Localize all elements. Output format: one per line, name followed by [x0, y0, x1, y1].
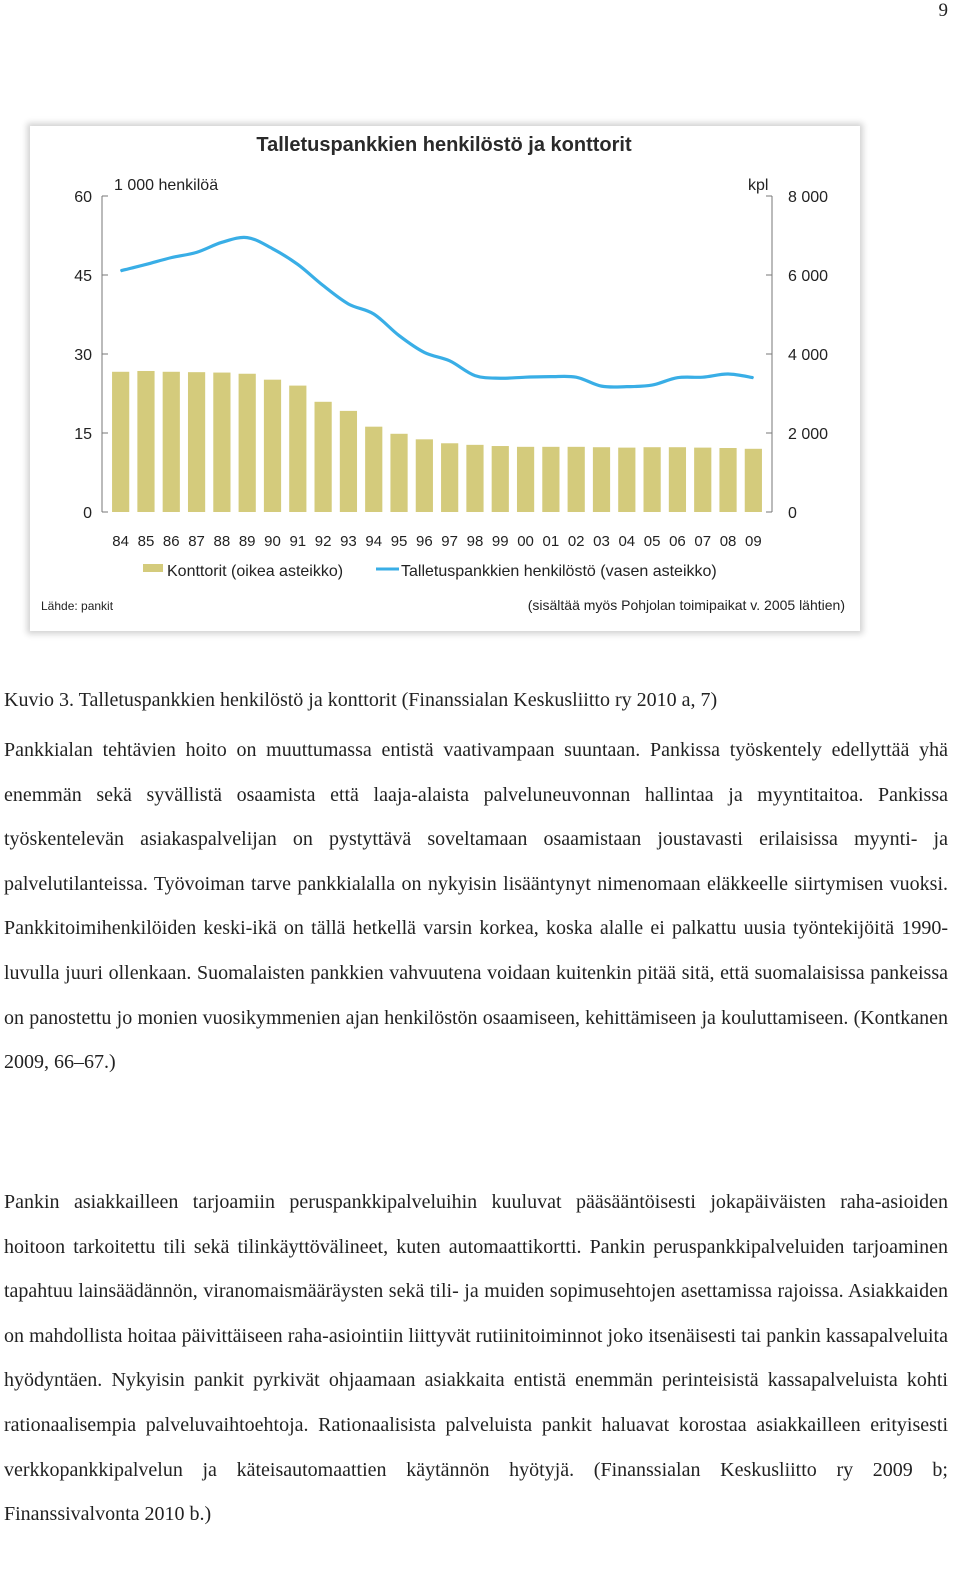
- figure-caption: Kuvio 3. Talletuspankkien henkilöstö ja konttorit (Finanssialan Keskusliitto ry 2010 a, 7): [4, 689, 718, 711]
- bar-96: [416, 439, 433, 512]
- x-tick-label: 05: [643, 533, 661, 550]
- paragraph-1: Pankkialan tehtävien hoito on muuttumassa entistä vaativampaan suuntaan. Pankissa työskentely edellyttää yhä enemmän sekä syvällistä osaamista että laaja-alaista palveluneuvonnan hallintaa ja myyntitaitoa. Pankissa työskentelevän asiakaspalvelijan on pystyttävä soveltamaan osaamistaan joustavasti erilaisissa myynti- ja palvelutilanteissa. Työvoiman tarve pankkialalla on nykyisin lisääntynyt nimenomaan eläkkeelle siirtymisen vuoksi. Pankkitoimihenkilöiden keski-ikä on tällä hetkellä varsin korkea, koska alalle ei palkattu uusia työntekijöitä 1990-luvulla juuri ollenkaan. Suomalaisten pankkien vahvuutena voidaan kuitenkin pitää sitä, että suomalaisissa pankeissa on panostettu jo monien vuosikymmenien ajan henkilöstön osaamiseen, kehittämiseen ja kouluttamiseen. (Kontkanen 2009, 66–67.): [4, 739, 948, 1074]
- x-tick-label: 03: [593, 533, 610, 550]
- right-tick-label: 4 000: [788, 347, 829, 364]
- staff-line: [121, 237, 754, 387]
- line-point-89: [247, 237, 248, 238]
- line-point-91: [297, 264, 298, 265]
- bar-99: [492, 446, 509, 512]
- bar-97: [441, 443, 458, 512]
- bar-93: [340, 411, 357, 512]
- left-tick-label: 0: [83, 505, 92, 522]
- bar-04: [618, 448, 635, 512]
- x-tick-label: 90: [264, 533, 281, 550]
- left-axis-label: 1 000 henkilöä: [114, 177, 219, 194]
- line-point-01: [550, 376, 551, 377]
- x-tick-label: 86: [162, 533, 180, 550]
- line-point-98: [474, 375, 475, 376]
- page-number: 9: [938, 0, 948, 21]
- bar-series: [112, 371, 762, 512]
- line-point-04: [626, 386, 627, 387]
- bar-85: [137, 371, 154, 512]
- chart-title: Talletuspankkien henkilöstö ja konttorit: [256, 134, 632, 156]
- bar-91: [289, 386, 306, 512]
- bar-88: [213, 373, 230, 512]
- bar-05: [644, 447, 661, 512]
- x-tick-label: 88: [213, 533, 231, 550]
- x-tick-label: 02: [567, 533, 585, 550]
- bar-98: [466, 445, 483, 512]
- x-tick-label: 84: [112, 533, 129, 550]
- x-tick-label: 99: [491, 533, 509, 550]
- bar-92: [315, 402, 332, 512]
- line-point-95: [398, 335, 399, 336]
- line-point-94: [373, 313, 374, 314]
- line-point-06: [677, 377, 678, 378]
- x-tick-label: 04: [618, 533, 636, 550]
- left-tick-label: 15: [74, 426, 92, 443]
- source-note: Lähde: pankit: [41, 599, 114, 613]
- bar-07: [694, 448, 711, 512]
- line-point-84: [120, 270, 121, 271]
- x-tick-label: 00: [517, 533, 534, 550]
- x-tick-label: 09: [745, 533, 762, 550]
- bar-08: [719, 448, 736, 512]
- line-point-97: [449, 360, 450, 361]
- bar-01: [542, 447, 559, 512]
- bar-95: [390, 434, 407, 512]
- bar-87: [188, 372, 205, 512]
- bar-89: [239, 374, 256, 512]
- right-tick-label: 0: [788, 505, 797, 522]
- x-tick-label: 93: [340, 533, 357, 550]
- x-tick-label: 01: [542, 533, 560, 550]
- left-axis: [74, 189, 108, 522]
- x-tick-label: 97: [441, 533, 458, 550]
- left-tick-label: 45: [74, 268, 92, 285]
- bar-03: [593, 447, 610, 512]
- line-point-93: [348, 303, 349, 304]
- line-point-99: [500, 378, 501, 379]
- x-tick-label: 08: [719, 533, 737, 550]
- paragraph-2: Pankin asiakkailleen tarjoamiin peruspankkipalveluihin kuuluvat pääsääntöisesti jokapäiväisten raha-asioiden hoitoon tarkoitettu tili sekä tilinkäyttövälineet, kuten automaattikortti. Pankin peruspankkipalveluiden tarjoaminen tapahtuu lainsäädännön, viranomaismääräysten sekä tili- ja muiden sopimusehtojen asettamissa rajoissa. Asiakkaiden on mahdollista hoitaa päivittäiseen raha-asiointiin liittyvät rutiinitoiminnot joko itsenäisesti tai pankin kassapalveluita hyödyntäen. Nykyisin pankit pyrkivät ohjaamaan asiakkaita entistä enemmän perinteisistä kassapalveluista kohti rationaalisempia palveluvaihtoehtoja. Rationaalisista palveluista pankit haluavat korostaa asiakkailleen erityisesti verkkopankkipalvelun ja käteisautomaattien käytännön hyötyjä. (Finanssialan Keskusliitto ry 2009 b; Finanssivalvonta 2010 b.): [4, 1191, 948, 1526]
- line-point-90: [272, 248, 273, 249]
- line-series: [120, 237, 754, 387]
- x-tick-label: 96: [416, 533, 433, 550]
- right-axis-label: kpl: [748, 177, 769, 194]
- bar-00: [517, 447, 534, 512]
- x-tick-label: 98: [466, 533, 484, 550]
- line-point-05: [652, 384, 653, 385]
- line-point-09: [753, 377, 754, 378]
- line-point-86: [171, 257, 172, 258]
- chart-svg: [30, 126, 860, 631]
- line-point-92: [323, 285, 324, 286]
- line-point-85: [145, 264, 146, 265]
- bar-84: [112, 372, 129, 512]
- bar-86: [163, 372, 180, 512]
- line-point-00: [525, 377, 526, 378]
- x-tick-label: 87: [188, 533, 205, 550]
- bar-02: [568, 447, 585, 512]
- x-tick-label: 85: [137, 533, 155, 550]
- bar-90: [264, 380, 281, 512]
- bar-94: [365, 427, 382, 512]
- bar-06: [669, 447, 686, 512]
- x-tick-label: 06: [669, 533, 686, 550]
- right-axis: [766, 189, 828, 522]
- x-axis: [112, 533, 761, 550]
- legend-line-label: Talletuspankkien henkilöstö (vasen asteikko): [401, 563, 717, 580]
- line-point-08: [727, 373, 728, 374]
- left-tick-label: 30: [74, 347, 92, 364]
- x-tick-label: 94: [365, 533, 383, 550]
- legend: [143, 563, 717, 580]
- legend-bar-swatch: [143, 564, 163, 572]
- x-tick-label: 89: [238, 533, 256, 550]
- x-tick-label: 91: [289, 533, 307, 550]
- right-tick-label: 2 000: [788, 426, 829, 443]
- left-tick-label: 60: [74, 189, 92, 206]
- x-tick-label: 95: [390, 533, 408, 550]
- x-tick-label: 07: [694, 533, 712, 550]
- legend-bars-label: Konttorit (oikea asteikko): [167, 563, 344, 580]
- line-point-07: [702, 377, 703, 378]
- line-point-87: [196, 252, 197, 253]
- bar-09: [745, 449, 762, 512]
- right-tick-label: 6 000: [788, 268, 829, 285]
- line-point-02: [576, 377, 577, 378]
- line-point-96: [424, 352, 425, 353]
- right-tick-label: 8 000: [788, 189, 829, 206]
- line-point-03: [601, 386, 602, 387]
- figure-right-note: (sisältää myös Pohjolan toimipaikat v. 2005 lähtien): [527, 597, 845, 613]
- line-point-88: [221, 242, 222, 243]
- chart-figure: [30, 126, 860, 631]
- x-tick-label: 92: [314, 533, 332, 550]
